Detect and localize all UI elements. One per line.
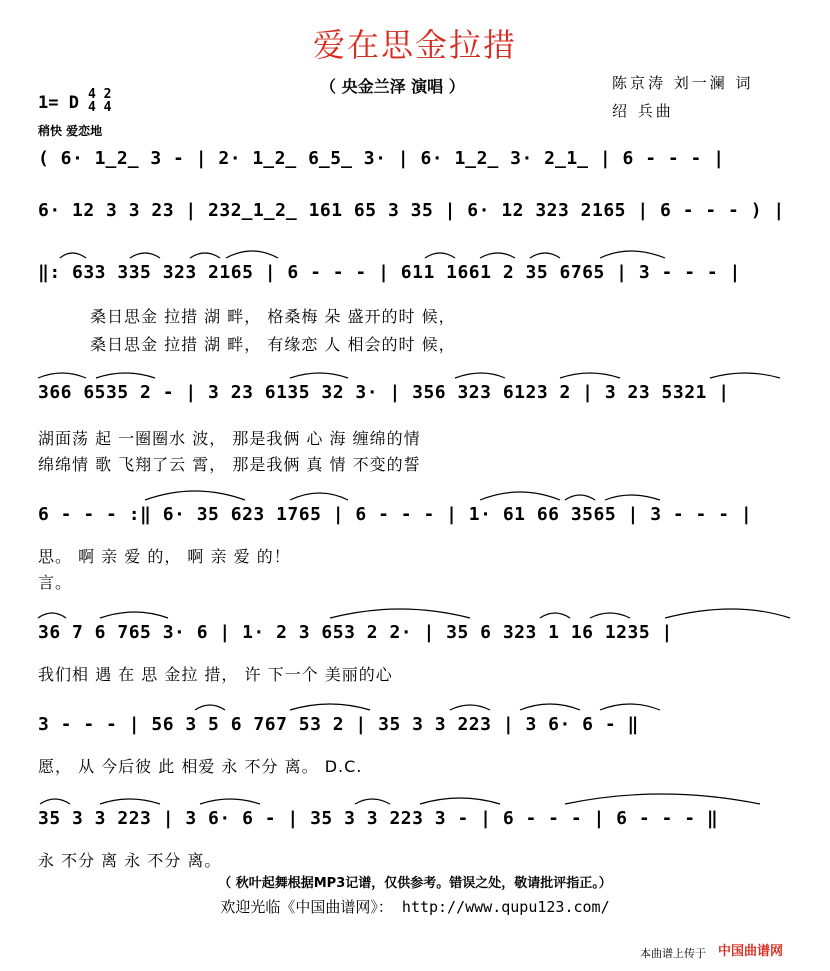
slur xyxy=(420,798,500,804)
site-logo: 中国曲谱网 xyxy=(718,944,784,959)
slur xyxy=(38,373,86,378)
slur xyxy=(40,799,70,804)
song-title: 爱在思金拉措 xyxy=(312,26,517,64)
slur xyxy=(226,251,278,258)
time-signature-top: 4 2 xyxy=(88,87,112,102)
transcription-note: （ 秋叶起舞根据MP3记谱，仅供参考。错误之处，敬请批评指正。） xyxy=(218,876,612,891)
lyric-line-4b: 绵绵情 歌 飞翔了云 霄， 那是我俩 真 情 不变的誓 xyxy=(38,455,421,474)
slur xyxy=(96,373,155,378)
key-signature: 1= D xyxy=(38,93,79,113)
slur xyxy=(190,253,220,258)
slur xyxy=(100,799,160,804)
lyric-line-3a: 桑日思金 拉措 湖 畔， 格桑梅 朵 盛开的时 候， xyxy=(90,307,456,326)
slur xyxy=(100,612,168,618)
slur xyxy=(145,491,245,500)
lyric-line-5a: 思。 啊 亲 爱 的， 啊 亲 爱 的！ xyxy=(38,547,291,566)
slur xyxy=(450,705,490,710)
slur xyxy=(605,495,660,500)
slur xyxy=(480,253,515,258)
slur xyxy=(565,495,595,500)
slur xyxy=(290,373,348,378)
lyric-line-8: 永 不分 离 永 不分 离。 xyxy=(38,851,222,870)
score-line-2: 6· 12 3 3 23 | 232̲1̲2̲ 161 65 3 35 | 6· 12 323 2165 | 6 - - - ) | xyxy=(38,200,785,221)
slur xyxy=(60,253,86,258)
slur xyxy=(520,704,580,710)
score-line-4: 366 6535 2 - | 3 23 6135 32 3· | 356 323 6123 2 | 3 23 5321 | xyxy=(38,382,730,403)
website-link[interactable]: 欢迎光临《中国曲谱网》： http://www.qupu123.com/ xyxy=(220,898,610,916)
slur xyxy=(200,799,260,804)
slur xyxy=(290,493,348,500)
slur xyxy=(425,253,455,258)
slur xyxy=(38,613,66,618)
lyricist-credit: 陈京涛 刘一澜 词 xyxy=(612,74,754,92)
score-line-5: 6 - - - :‖ 6· 35 623 1765 | 6 - - - | 1· 61 66 3565 | 3 - - - | xyxy=(38,504,753,525)
slur xyxy=(565,794,760,804)
score-line-1: ( 6· 1̲2̲ 3 - | 2· 1̲2̲ 6̲5̲ 3· | 6· 1̲2̲ 3· 2̲1̲ | 6 - - - | xyxy=(38,148,725,169)
score-line-6: 36 7 6 765 3· 6 | 1· 2 3 653 2 2· | 35 6 323 1 16 1235 | xyxy=(38,622,673,643)
slur xyxy=(480,492,560,500)
lyric-line-5b: 言。 xyxy=(38,573,73,592)
slur xyxy=(330,609,470,618)
slur xyxy=(195,705,225,710)
slur xyxy=(590,613,630,618)
upload-notice: 本曲谱上传于 xyxy=(640,947,706,960)
lyric-line-7: 愿， 从 今后彼 此 相爱 永 不分 离。 D.C. xyxy=(38,757,363,776)
slur xyxy=(130,253,160,258)
slur xyxy=(710,373,780,378)
lyric-line-4a: 湖面荡 起 一圈圈水 波， 那是我俩 心 海 缠绵的情 xyxy=(38,429,421,448)
slur xyxy=(455,373,505,378)
slur xyxy=(600,251,665,258)
slur xyxy=(665,609,790,618)
tempo-marking: 稍快 爱恋地 xyxy=(38,124,103,138)
composer-credit: 绍 兵曲 xyxy=(612,102,674,120)
score-line-8: 35 3 3 223 | 3 6· 6 - | 35 3 3 223 3 - | 6 - - - | 6 - - - ‖ xyxy=(38,808,719,829)
lyric-line-6: 我们相 遇 在 思 金拉 措， 许 下一个 美丽的心 xyxy=(38,665,393,684)
slur xyxy=(600,704,660,710)
slur xyxy=(560,373,620,378)
score-line-7: 3 - - - | 56 3 5 6 767 53 2 | 35 3 3 223 | 3 6· 6 - ‖ xyxy=(38,714,639,735)
slur xyxy=(355,799,390,804)
lyric-line-3b: 桑日思金 拉措 湖 畔， 有缘恋 人 相会的时 候， xyxy=(90,335,456,354)
slur xyxy=(540,613,570,618)
time-signature-bottom: 4 4 xyxy=(88,100,112,115)
score-line-3: ‖: 633 335 323 2165 | 6 - - - | 611 1661 2 35 6765 | 3 - - - | xyxy=(38,262,741,283)
singer-credit: （ 央金兰泽 演唱 ） xyxy=(320,77,465,96)
slur xyxy=(530,253,560,258)
slur xyxy=(290,704,370,710)
